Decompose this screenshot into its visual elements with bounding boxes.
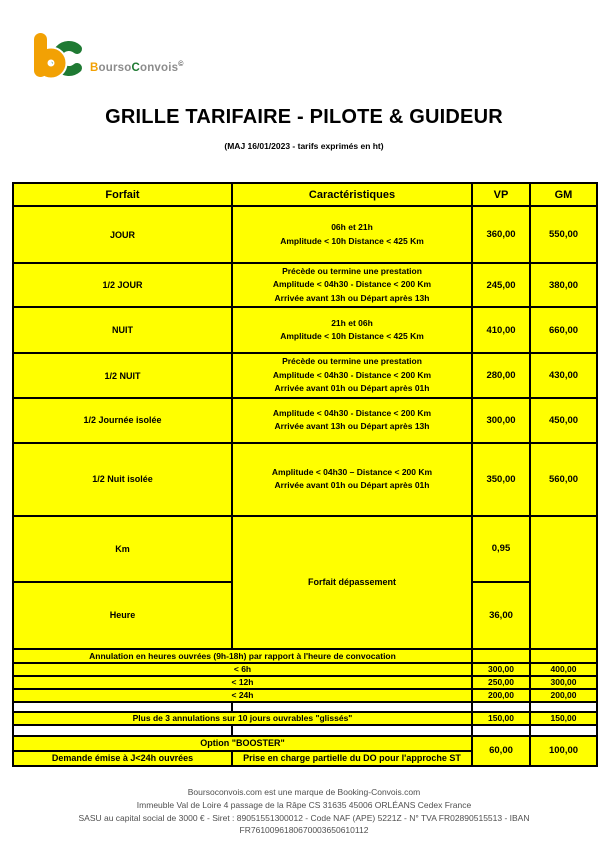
- forfait-name: 1/2 Journée isolée: [13, 398, 232, 443]
- spacer-cell: [13, 702, 232, 712]
- caract-line: Arrivée avant 01h ou Départ après 01h: [274, 383, 430, 394]
- brand-letter-c: C: [131, 62, 140, 74]
- price-vp: 300,00: [472, 663, 530, 676]
- price-gm: 550,00: [530, 206, 597, 263]
- table-row-annulation-6h: [13, 663, 597, 676]
- annulation-delay-label: < 24h: [13, 689, 472, 702]
- forfait-name-km: Km: [13, 516, 232, 582]
- bc-logo-icon: [30, 32, 88, 78]
- price-vp: 410,00: [472, 307, 530, 353]
- price-gm: 200,00: [530, 689, 597, 702]
- table-row-demi-nuit: [13, 353, 597, 397]
- caract-line: 21h et 06h: [331, 317, 373, 328]
- price-vp: 245,00: [472, 263, 530, 307]
- forfait-caracteristiques: [232, 206, 472, 263]
- price-gm: 400,00: [530, 663, 597, 676]
- footer-line-address: Immeuble Val de Loire 4 passage de la Râpe CS 31635 45006 ORLÉANS Cedex France: [136, 799, 472, 810]
- forfait-caracteristiques: [232, 353, 472, 397]
- spacer-cell: [530, 725, 597, 736]
- forfait-depassement-cell: Forfait dépassement: [232, 516, 472, 649]
- spacer-cell: [530, 702, 597, 712]
- forfait-caracteristiques: [232, 307, 472, 353]
- price-gm: 380,00: [530, 263, 597, 307]
- table-row-nuit: [13, 307, 597, 353]
- spacer-cell: [232, 725, 472, 736]
- caract-line: Précède ou termine une prestation: [282, 266, 422, 276]
- brand-name: [90, 61, 184, 74]
- caract-line: Arrivée avant 13h ou Départ après 13h: [274, 292, 430, 303]
- price-vp: 150,00: [472, 712, 530, 725]
- table-row-booster-title: [13, 736, 597, 751]
- table-row-km: [13, 516, 597, 582]
- price-vp-booster: 60,00: [472, 736, 530, 766]
- forfait-name: NUIT: [13, 307, 232, 353]
- table-row-demi-nuit-isolee: [13, 443, 597, 516]
- price-gm: 560,00: [530, 443, 597, 516]
- col-header-gm: GM: [530, 183, 597, 206]
- spacer-cell: [472, 702, 530, 712]
- price-vp-heure: 36,00: [472, 582, 530, 649]
- tariff-table-container: [12, 182, 598, 767]
- forfait-name: JOUR: [13, 206, 232, 263]
- booster-description-label: Prise en charge partielle du DO pour l'approche ST: [232, 751, 472, 766]
- footer-line-company: SASU au capital social de 3000 € - Siret : 89051551300012 - Code NAF (APE) 5221Z - N° TVA FR02890515513 - IBAN: [78, 812, 530, 823]
- price-gm: 150,00: [530, 712, 597, 725]
- price-gm-booster: 100,00: [530, 736, 597, 766]
- caract-line: 06h et 21h: [331, 222, 373, 233]
- price-gm-depassement-empty: [530, 516, 597, 649]
- forfait-caracteristiques: [232, 263, 472, 307]
- caract-line: Amplitude < 10h Distance < 425 Km: [280, 235, 424, 246]
- price-gm: 450,00: [530, 398, 597, 443]
- brand-logo: [30, 32, 184, 78]
- table-row-jour: [13, 206, 597, 263]
- caract-line: Arrivée avant 13h ou Départ après 13h: [274, 421, 430, 432]
- booster-condition-label: Demande émise à J<24h ouvrées: [13, 751, 232, 766]
- footer-line-brand: Boursoconvois.com est une marque de Booking-Convois.com: [187, 787, 421, 797]
- table-row-annulation-header: [13, 649, 597, 663]
- price-vp: 300,00: [472, 398, 530, 443]
- col-header-caracteristiques: Caractéristiques: [232, 183, 472, 206]
- table-row-annulation-12h: [13, 676, 597, 689]
- brand-text-ourso: ourso: [98, 62, 132, 74]
- caract-line: Amplitude < 10h Distance < 425 Km: [280, 331, 424, 342]
- caract-line: Amplitude < 04h30 - Distance < 200 Km: [272, 407, 432, 418]
- price-vp-km: 0,95: [472, 516, 530, 582]
- table-row-demi-journee-isolee: [13, 398, 597, 443]
- table-row-demi-jour: [13, 263, 597, 307]
- caract-line: Arrivée avant 01h ou Départ après 01h: [274, 480, 430, 491]
- annulation-header-gm-empty: [530, 649, 597, 663]
- price-vp: 350,00: [472, 443, 530, 516]
- caract-line: Amplitude < 04h30 – Distance < 200 Km: [271, 466, 433, 477]
- spacer-cell: [13, 725, 232, 736]
- col-header-forfait: Forfait: [13, 183, 232, 206]
- tariff-table: [12, 182, 598, 767]
- price-vp: 360,00: [472, 206, 530, 263]
- table-spacer-row: [13, 725, 597, 736]
- annulation-delay-label: < 6h: [13, 663, 472, 676]
- caract-line: Amplitude < 04h30 - Distance < 200 Km: [272, 369, 432, 380]
- brand-letter-b: B: [90, 62, 99, 74]
- table-spacer-row: [13, 702, 597, 712]
- caract-line: Amplitude < 04h30 - Distance < 200 Km: [272, 279, 432, 290]
- forfait-name-heure: Heure: [13, 582, 232, 649]
- forfait-name: 1/2 JOUR: [13, 263, 232, 307]
- forfait-caracteristiques: [232, 443, 472, 516]
- forfait-name: 1/2 NUIT: [13, 353, 232, 397]
- legal-footer: [0, 786, 608, 837]
- col-header-vp: VP: [472, 183, 530, 206]
- price-vp: 280,00: [472, 353, 530, 397]
- annulation-delay-label: < 12h: [13, 676, 472, 689]
- page-subtitle: (MAJ 16/01/2023 - tarifs exprimés en ht): [224, 141, 384, 151]
- spacer-cell: [472, 725, 530, 736]
- spacer-cell: [232, 702, 472, 712]
- table-row-annulation-24h: [13, 689, 597, 702]
- price-vp: 200,00: [472, 689, 530, 702]
- price-gm: 660,00: [530, 307, 597, 353]
- booster-option-title: Option "BOOSTER": [13, 736, 472, 751]
- copyright-mark: ©: [178, 61, 184, 69]
- footer-line-iban: FR7610096180670003650610112: [239, 825, 369, 836]
- table-header-row: [13, 183, 597, 206]
- page-title: GRILLE TARIFAIRE - PILOTE & GUIDEUR: [105, 106, 503, 128]
- annulations-glissees-label: Plus de 3 annulations sur 10 jours ouvrables "glissés": [13, 712, 472, 725]
- price-gm: 300,00: [530, 676, 597, 689]
- table-row-annulations-glissees: [13, 712, 597, 725]
- annulation-section-title: Annulation en heures ouvrées (9h-18h) par rapport à l'heure de convocation: [13, 649, 472, 663]
- brand-text-onvois: onvois: [139, 62, 179, 74]
- price-gm: 430,00: [530, 353, 597, 397]
- price-vp: 250,00: [472, 676, 530, 689]
- forfait-name: 1/2 Nuit isolée: [13, 443, 232, 516]
- forfait-caracteristiques: [232, 398, 472, 443]
- annulation-header-vp-empty: [472, 649, 530, 663]
- caract-line: Précède ou termine une prestation: [282, 356, 422, 367]
